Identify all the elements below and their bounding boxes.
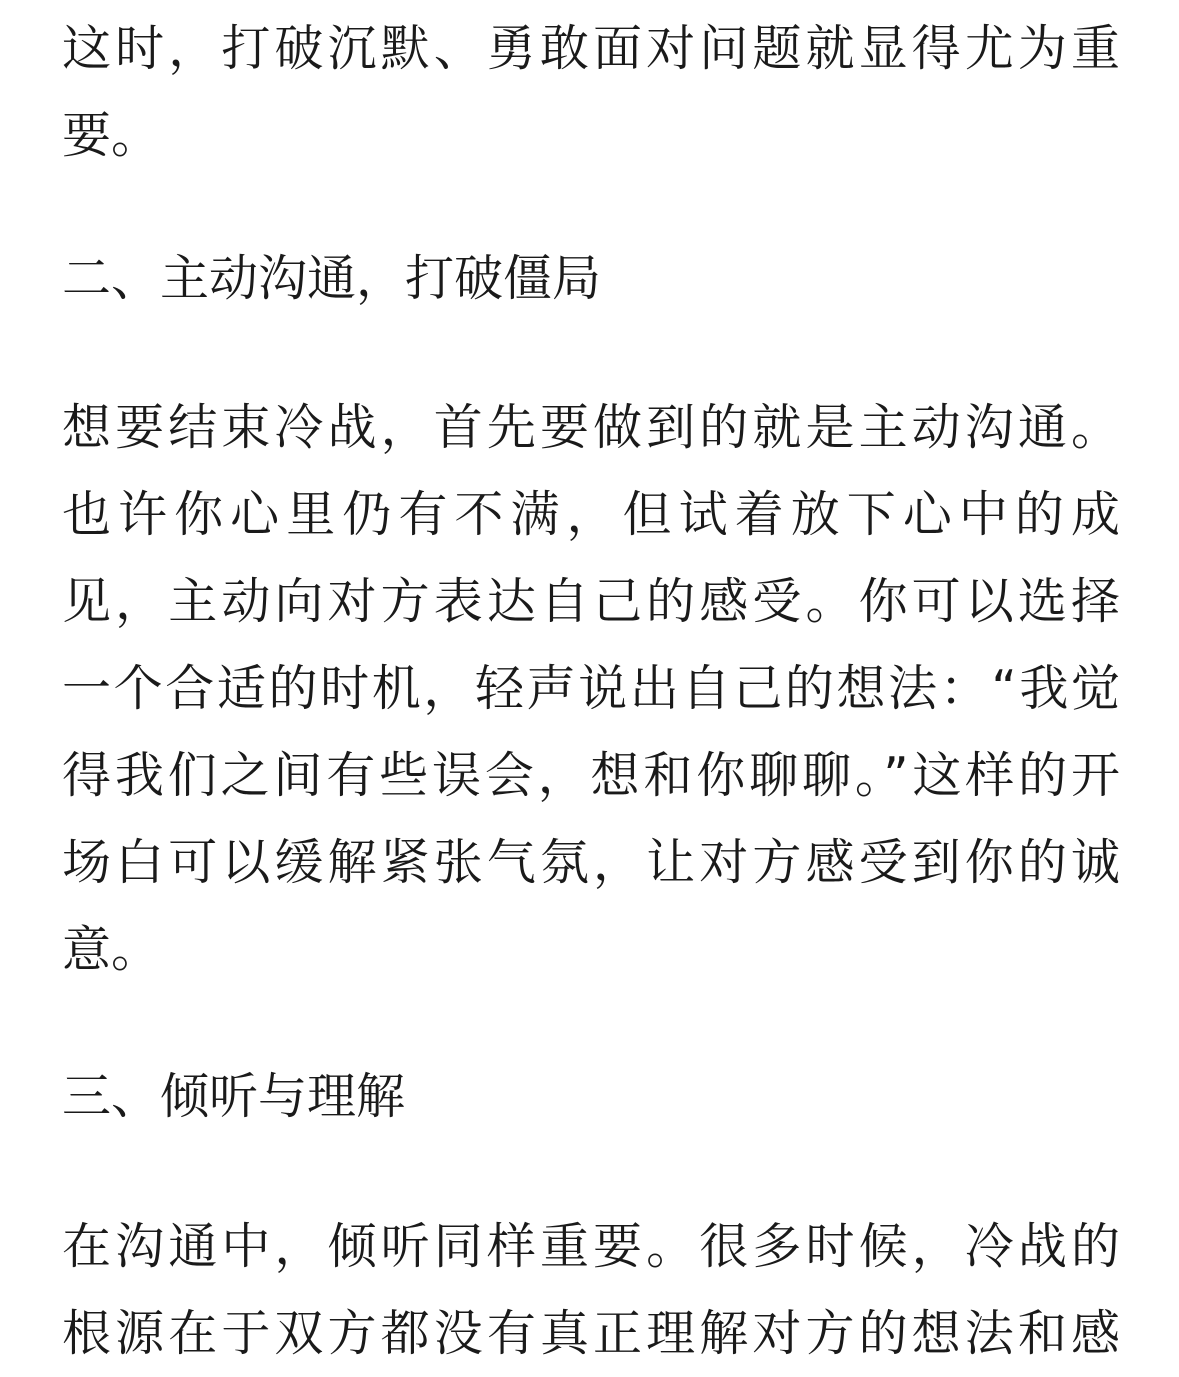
text-line: 场白可以缓解紧张气氛，让对方感受到你的诚 [62, 834, 1120, 891]
text-line: 也许你心里仍有不满，但试着放下心中的成 [62, 486, 1120, 543]
text-line: 在沟通中，倾听同样重要。很多时候，冷战的 [62, 1218, 1120, 1275]
paragraph-intro-end [62, 5, 1120, 179]
section-heading-2: 二、主动沟通，打破僵局 [62, 250, 602, 307]
paragraph-listening [62, 1203, 1120, 1377]
text-line: 见，主动向对方表达自己的感受。你可以选择 [62, 573, 1120, 630]
text-line: 根源在于双方都没有真正理解对方的想法和感 [62, 1305, 1120, 1362]
text-line: 想要结束冷战，首先要做到的就是主动沟通。 [62, 399, 1120, 456]
text-line: 得我们之间有些误会，想和你聊聊。”这样的开 [62, 747, 1120, 804]
section-heading-3: 三、倾听与理解 [62, 1068, 406, 1125]
text-line: 要。 [62, 107, 161, 164]
text-line: 意。 [62, 921, 161, 978]
paragraph-proactive-communication [62, 384, 1120, 993]
text-line: 这时，打破沉默、勇敢面对问题就显得尤为重 [62, 20, 1120, 77]
text-line: 一个合适的时机，轻声说出自己的想法：“我觉 [62, 660, 1120, 717]
